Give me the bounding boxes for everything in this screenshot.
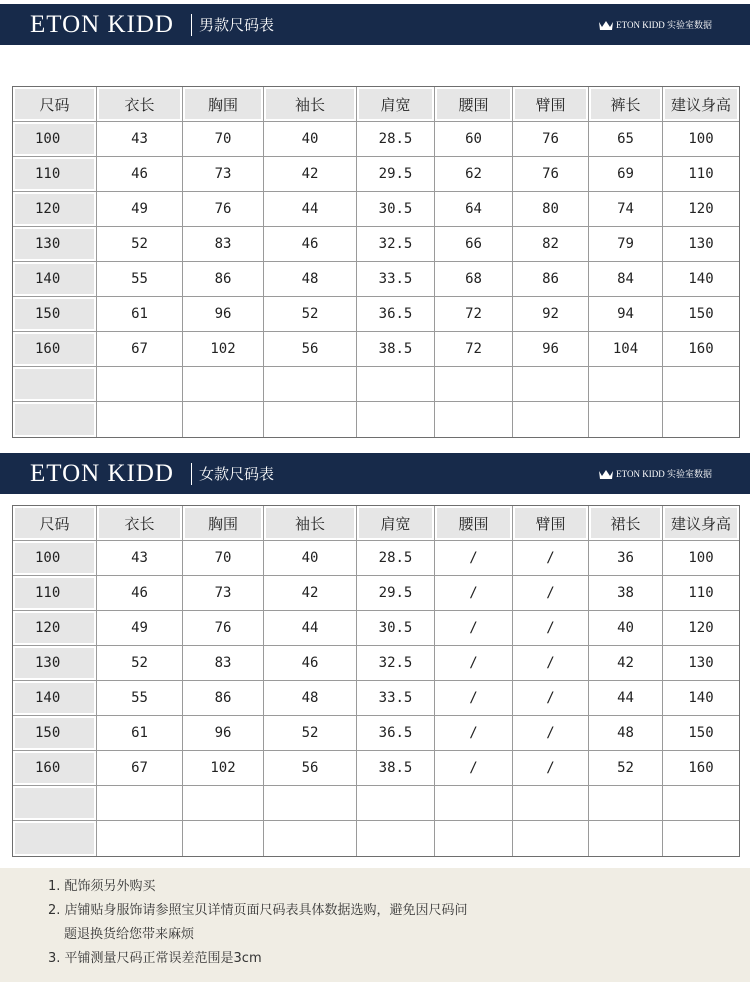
measurement-cell [97,821,183,856]
measurement-cell: 74 [589,192,663,227]
size-cell: 150 [13,716,97,751]
measurement-cell: 42 [589,646,663,681]
size-cell [13,367,97,402]
measurement-cell: 61 [97,716,183,751]
measurement-cell: 140 [663,681,739,716]
male-size-table [12,86,740,438]
measurement-cell: / [435,751,513,786]
size-cell: 130 [13,227,97,262]
measurement-cell: / [513,681,589,716]
size-cell: 120 [13,192,97,227]
measurement-cell: 83 [183,227,264,262]
measurement-cell: 66 [435,227,513,262]
measurement-cell: / [435,646,513,681]
measurement-cell: / [513,541,589,576]
measurement-cell: 76 [513,122,589,157]
table-row [13,367,739,402]
brand-logo-text: ETON KIDD [30,11,174,38]
measurement-cell: 160 [663,751,739,786]
size-cell: 100 [13,122,97,157]
measurement-cell [183,821,264,856]
measurement-cell: / [435,611,513,646]
size-cell: 150 [13,297,97,332]
measurement-cell: 46 [264,227,357,262]
column-header: 腰围 [435,87,513,122]
measurement-cell: 38 [589,576,663,611]
measurement-cell [589,821,663,856]
measurement-cell [97,402,183,437]
measurement-cell: 32.5 [357,646,435,681]
measurement-cell [357,367,435,402]
measurement-cell: 49 [97,192,183,227]
measurement-cell: 52 [264,716,357,751]
measurement-cell: 36.5 [357,297,435,332]
measurement-cell: 104 [589,332,663,367]
measurement-cell: 64 [435,192,513,227]
column-header: 肩宽 [357,87,435,122]
measurement-cell [435,821,513,856]
measurement-cell [513,367,589,402]
measurement-cell: 80 [513,192,589,227]
measurement-cell: 102 [183,332,264,367]
column-header: 胸围 [183,506,264,541]
header-separator [191,463,192,485]
measurement-cell: 83 [183,646,264,681]
measurement-cell: 55 [97,681,183,716]
measurement-cell [264,821,357,856]
column-header: 肩宽 [357,506,435,541]
size-cell [13,402,97,437]
column-header: 袖长 [264,87,357,122]
table-row [13,192,739,227]
measurement-cell: 38.5 [357,332,435,367]
measurement-cell [663,367,739,402]
crown-icon [598,468,614,480]
female-size-table [12,505,740,857]
measurement-cell: 36 [589,541,663,576]
measurement-cell: 120 [663,611,739,646]
table-row [13,297,739,332]
measurement-cell [183,367,264,402]
lab-data-badge [598,19,712,31]
measurement-cell: 43 [97,122,183,157]
table-row [13,646,739,681]
measurement-cell: 70 [183,541,264,576]
size-cell: 110 [13,157,97,192]
lab-data-text: ETON KIDD 实验室数据 [616,469,712,479]
column-header: 臂围 [513,87,589,122]
measurement-cell: 65 [589,122,663,157]
measurement-cell: / [435,541,513,576]
measurement-cell: 110 [663,576,739,611]
measurement-cell: 56 [264,332,357,367]
header-band-female [0,453,750,494]
measurement-cell: 110 [663,157,739,192]
measurement-cell [663,402,739,437]
measurement-cell: 56 [264,751,357,786]
column-header: 尺码 [13,506,97,541]
table-header-row [13,87,739,122]
measurement-cell: 46 [97,576,183,611]
measurement-cell: 44 [264,611,357,646]
measurement-cell [264,402,357,437]
male-size-chart-title: 男款尺码表 [199,16,275,34]
note-2: 2. 店铺贴身服饰请参照宝贝详情页面尺码表具体数据选购，避免因尺码问 [48,903,468,918]
measurement-cell: 40 [264,541,357,576]
measurement-cell: 100 [663,541,739,576]
brand-logo-text: ETON KIDD [30,460,174,487]
measurement-cell: 52 [264,297,357,332]
measurement-cell: 94 [589,297,663,332]
note-3: 3. 平铺测量尺码正常误差范围是3cm [48,951,262,966]
measurement-cell [435,402,513,437]
measurement-cell: 73 [183,576,264,611]
measurement-cell: 120 [663,192,739,227]
measurement-cell [663,786,739,821]
measurement-cell [357,402,435,437]
measurement-cell: 73 [183,157,264,192]
measurement-cell: 28.5 [357,122,435,157]
table-row [13,681,739,716]
table-row [13,402,739,437]
measurement-cell: 96 [183,297,264,332]
measurement-cell: 46 [264,646,357,681]
table-row [13,157,739,192]
measurement-cell: 38.5 [357,751,435,786]
lab-data-badge [598,468,712,480]
table-row [13,716,739,751]
measurement-cell [97,367,183,402]
measurement-cell: 76 [183,611,264,646]
size-cell: 160 [13,751,97,786]
measurement-cell: 61 [97,297,183,332]
table-row [13,576,739,611]
measurement-cell: 33.5 [357,262,435,297]
measurement-cell: 100 [663,122,739,157]
table-row [13,262,739,297]
measurement-cell: 67 [97,751,183,786]
measurement-cell: 130 [663,227,739,262]
size-cell: 120 [13,611,97,646]
table-row [13,122,739,157]
measurement-cell: / [435,681,513,716]
size-cell: 140 [13,681,97,716]
measurement-cell: 28.5 [357,541,435,576]
measurement-cell: 79 [589,227,663,262]
measurement-cell: 43 [97,541,183,576]
measurement-cell: 42 [264,157,357,192]
note-2-continued: 题退换货给您带来麻烦 [64,927,195,942]
measurement-cell: 130 [663,646,739,681]
size-cell: 160 [13,332,97,367]
size-cell: 140 [13,262,97,297]
measurement-cell: 86 [183,681,264,716]
measurement-cell: 30.5 [357,611,435,646]
table-row [13,786,739,821]
measurement-cell: 29.5 [357,157,435,192]
measurement-cell [264,367,357,402]
measurement-cell: / [435,576,513,611]
table-row [13,227,739,262]
size-cell: 110 [13,576,97,611]
measurement-cell: 48 [264,681,357,716]
measurement-cell [663,821,739,856]
notes-panel [0,868,750,982]
measurement-cell: 52 [97,646,183,681]
measurement-cell: 32.5 [357,227,435,262]
measurement-cell: 160 [663,332,739,367]
measurement-cell: 102 [183,751,264,786]
measurement-cell: 72 [435,332,513,367]
size-cell [13,786,97,821]
measurement-cell: 40 [264,122,357,157]
measurement-cell [513,786,589,821]
measurement-cell: 82 [513,227,589,262]
measurement-cell: 60 [435,122,513,157]
measurement-cell: 36.5 [357,716,435,751]
measurement-cell [435,786,513,821]
measurement-cell [357,821,435,856]
measurement-cell [357,786,435,821]
header-band-male [0,4,750,45]
column-header: 建议身高 [663,506,739,541]
size-cell: 130 [13,646,97,681]
measurement-cell: 70 [183,122,264,157]
measurement-cell: 72 [435,297,513,332]
measurement-cell: / [513,751,589,786]
measurement-cell: 150 [663,716,739,751]
measurement-cell [264,786,357,821]
measurement-cell: / [513,576,589,611]
column-header: 臂围 [513,506,589,541]
table-row [13,611,739,646]
measurement-cell [589,786,663,821]
measurement-cell [513,402,589,437]
header-separator [191,14,192,36]
measurement-cell: 96 [183,716,264,751]
measurement-cell [183,786,264,821]
measurement-cell [435,367,513,402]
measurement-cell: 46 [97,157,183,192]
column-header: 裤长 [589,87,663,122]
measurement-cell: 68 [435,262,513,297]
measurement-cell: / [513,646,589,681]
size-cell: 100 [13,541,97,576]
measurement-cell: 76 [513,157,589,192]
measurement-cell: 86 [513,262,589,297]
measurement-cell: 86 [183,262,264,297]
measurement-cell: 42 [264,576,357,611]
measurement-cell [97,786,183,821]
measurement-cell: 69 [589,157,663,192]
measurement-cell: 150 [663,297,739,332]
measurement-cell: 76 [183,192,264,227]
column-header: 建议身高 [663,87,739,122]
measurement-cell: 40 [589,611,663,646]
table-row [13,821,739,856]
measurement-cell: 48 [589,716,663,751]
size-cell [13,821,97,856]
measurement-cell [589,367,663,402]
measurement-cell: 49 [97,611,183,646]
measurement-cell: 44 [264,192,357,227]
table-row [13,751,739,786]
table-row [13,332,739,367]
measurement-cell: / [513,716,589,751]
measurement-cell: 44 [589,681,663,716]
female-size-chart-title: 女款尺码表 [199,465,275,483]
table-row [13,541,739,576]
measurement-cell: 140 [663,262,739,297]
measurement-cell: 67 [97,332,183,367]
measurement-cell: 92 [513,297,589,332]
column-header: 袖长 [264,506,357,541]
measurement-cell [183,402,264,437]
column-header: 腰围 [435,506,513,541]
column-header: 衣长 [97,87,183,122]
measurement-cell: 52 [97,227,183,262]
measurement-cell [589,402,663,437]
measurement-cell: / [435,716,513,751]
table-header-row [13,506,739,541]
measurement-cell: / [513,611,589,646]
lab-data-text: ETON KIDD 实验室数据 [616,20,712,30]
column-header: 尺码 [13,87,97,122]
measurement-cell: 48 [264,262,357,297]
measurement-cell: 84 [589,262,663,297]
measurement-cell: 52 [589,751,663,786]
measurement-cell: 30.5 [357,192,435,227]
measurement-cell: 29.5 [357,576,435,611]
column-header: 衣长 [97,506,183,541]
note-1: 1. 配饰须另外购买 [48,879,156,894]
crown-icon [598,19,614,31]
measurement-cell: 55 [97,262,183,297]
column-header: 胸围 [183,87,264,122]
column-header: 裙长 [589,506,663,541]
measurement-cell: 96 [513,332,589,367]
measurement-cell [513,821,589,856]
measurement-cell: 62 [435,157,513,192]
measurement-cell: 33.5 [357,681,435,716]
